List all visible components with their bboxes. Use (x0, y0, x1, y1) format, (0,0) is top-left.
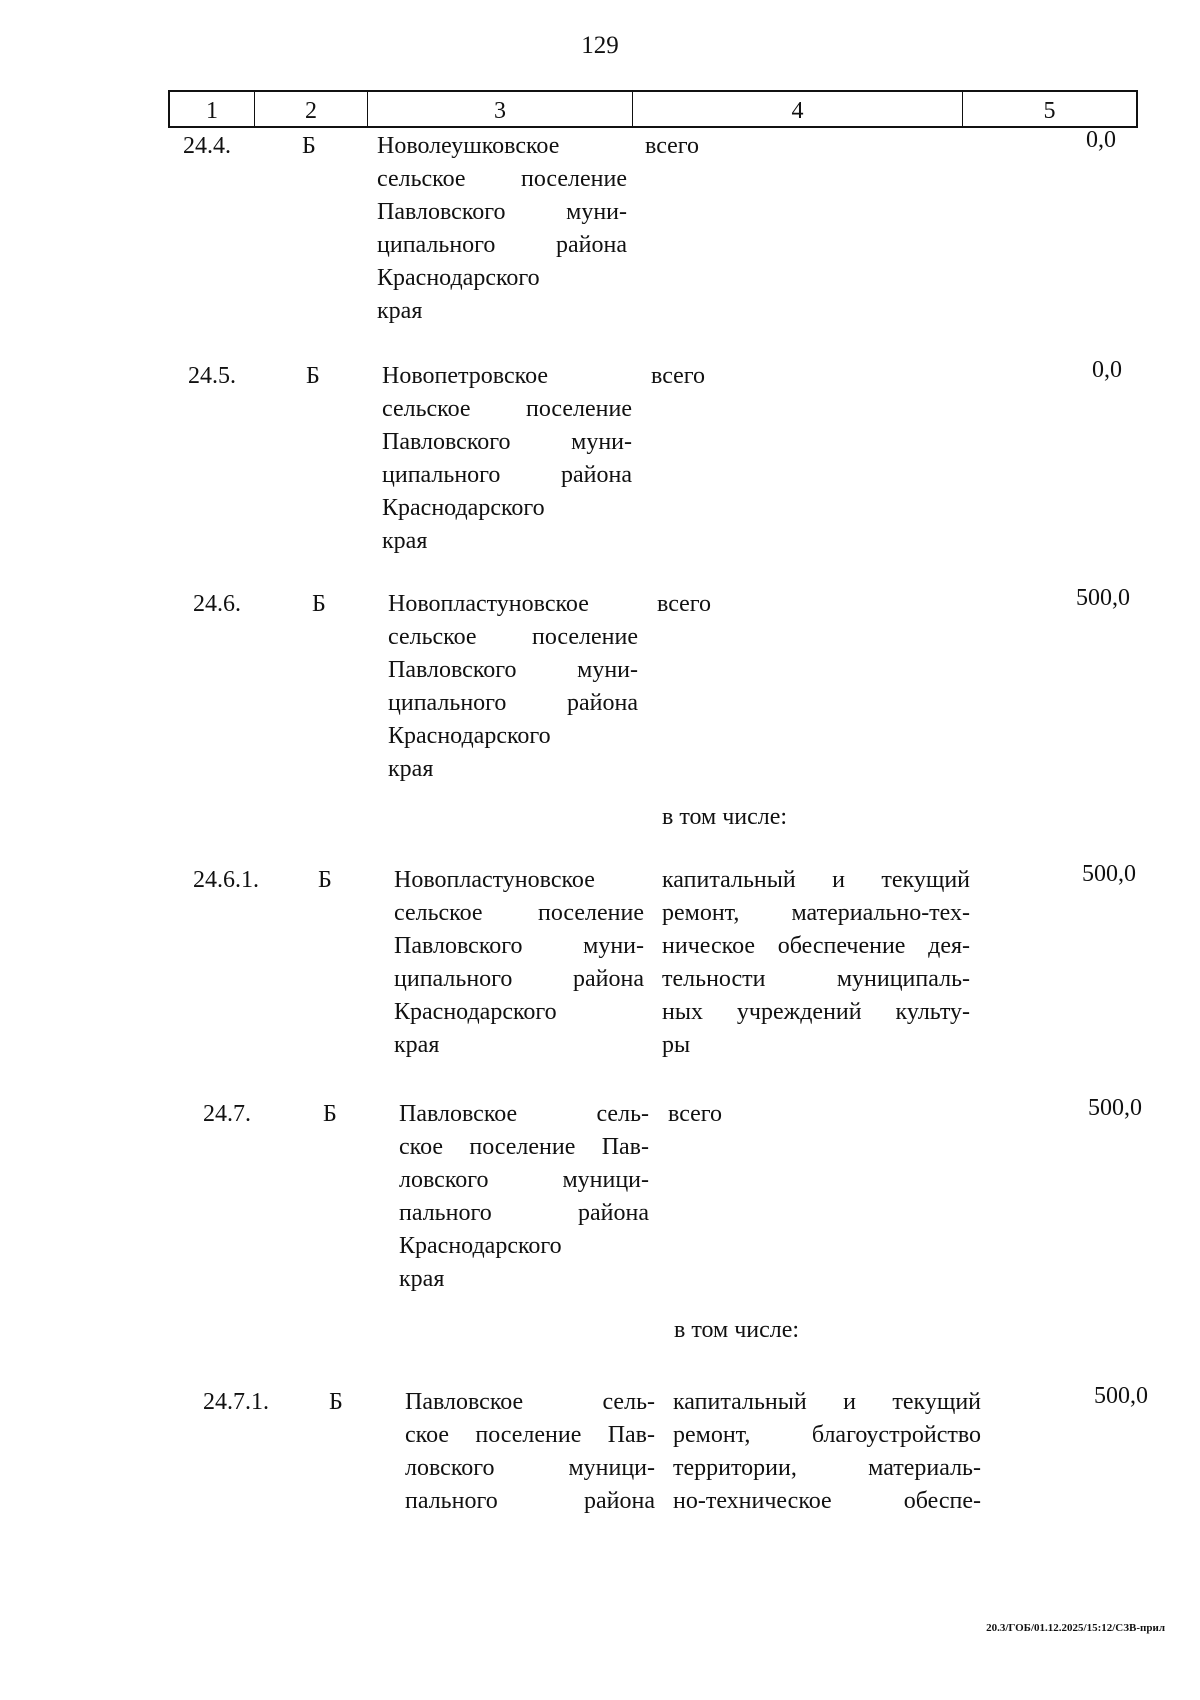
header-col-5: 5 (1043, 97, 1056, 124)
row-name (388, 588, 638, 786)
name-line: края (382, 528, 428, 554)
header-col-4: 4 (633, 92, 963, 126)
name-line: Новопетровское (382, 363, 549, 389)
name-line: ское поселение Пав- (405, 1422, 655, 1448)
row-description (662, 864, 970, 1062)
name-line: сельское поселение (377, 166, 627, 192)
row-category: Б (323, 1101, 337, 1127)
name-line: сельское поселение (394, 900, 644, 926)
row-name (405, 1386, 655, 1518)
row-value: 500,0 (1082, 861, 1136, 887)
page-number: 129 (581, 32, 619, 59)
name-line: ловского муници- (405, 1455, 655, 1481)
desc-line: всего (668, 1101, 723, 1127)
name-line: Краснодарского (382, 495, 545, 521)
row-number: 24.7. (203, 1101, 251, 1127)
row-number: 24.7.1. (203, 1389, 269, 1415)
including-note: в том числе: (662, 804, 788, 830)
row-description (657, 588, 967, 621)
name-line: сельское поселение (382, 396, 632, 422)
row-description (645, 130, 955, 163)
row-name (382, 360, 632, 558)
name-line: пального района (399, 1200, 649, 1226)
desc-line: капитальный и текущий (673, 1389, 981, 1415)
name-line: ское поселение Пав- (399, 1134, 649, 1160)
row-number: 24.6. (193, 591, 241, 617)
row-value: 0,0 (1092, 357, 1122, 383)
row-category: Б (312, 591, 326, 617)
row-category: Б (302, 133, 316, 159)
header-col-1: 1 (170, 92, 255, 126)
name-line: ципального района (394, 966, 644, 992)
including-note: в том числе: (674, 1317, 800, 1343)
header-col-3: 3 (368, 92, 633, 126)
desc-line: всего (645, 133, 700, 159)
name-line: Краснодарского (394, 999, 557, 1025)
row-value: 0,0 (1086, 127, 1116, 153)
row-name (399, 1098, 649, 1296)
header-col-2: 2 (255, 92, 368, 126)
row-category: Б (329, 1389, 343, 1415)
name-line: Новопластуновское (388, 591, 589, 617)
name-line: ципального района (377, 232, 627, 258)
name-line: пального района (405, 1488, 655, 1514)
name-line: Новолеушковское (377, 133, 560, 159)
name-line: края (377, 298, 423, 324)
name-line: Павловское сель- (405, 1389, 655, 1415)
name-line: Павловского муни- (388, 657, 638, 683)
desc-line: ремонт, материально-тех- (662, 900, 970, 926)
name-line: края (399, 1266, 445, 1292)
name-line: Павловского муни- (394, 933, 644, 959)
row-category: Б (318, 867, 332, 893)
row-description (651, 360, 961, 393)
name-line: ципального района (382, 462, 632, 488)
name-line: Краснодарского (377, 265, 540, 291)
desc-line: но-техническое обеспе- (673, 1488, 981, 1514)
row-name (377, 130, 627, 328)
desc-line: ремонт, благоустройство (673, 1422, 981, 1448)
row-value: 500,0 (1094, 1383, 1148, 1409)
desc-line: капитальный и текущий (662, 867, 970, 893)
document-code: 20.3/ГОБ/01.12.2025/15:12/СЗВ-прил (986, 1622, 1165, 1634)
name-line: Краснодарского (399, 1233, 562, 1259)
name-line: Павловского муни- (377, 199, 627, 225)
row-description (673, 1386, 981, 1518)
desc-line: всего (657, 591, 712, 617)
desc-line: всего (651, 363, 706, 389)
name-line: Павловское сель- (399, 1101, 649, 1127)
desc-line: ническое обеспечение дея- (662, 933, 970, 959)
row-number: 24.4. (183, 133, 231, 159)
desc-line: территории, материаль- (673, 1455, 981, 1481)
desc-line: ных учреждений культу- (662, 999, 970, 1025)
name-line: ципального района (388, 690, 638, 716)
row-category: Б (306, 363, 320, 389)
desc-line: тельности муниципаль- (662, 966, 970, 992)
name-line: Краснодарского (388, 723, 551, 749)
name-line: края (394, 1032, 440, 1058)
name-line: Павловского муни- (382, 429, 632, 455)
table-header (168, 90, 1138, 128)
row-number: 24.6.1. (193, 867, 259, 893)
name-line: сельское поселение (388, 624, 638, 650)
name-line: ловского муници- (399, 1167, 649, 1193)
name-line: Новопластуновское (394, 867, 595, 893)
row-number: 24.5. (188, 363, 236, 389)
row-value: 500,0 (1088, 1095, 1142, 1121)
name-line: края (388, 756, 434, 782)
row-value: 500,0 (1076, 585, 1130, 611)
desc-line: ры (662, 1032, 691, 1058)
row-description (668, 1098, 978, 1131)
row-name (394, 864, 644, 1062)
